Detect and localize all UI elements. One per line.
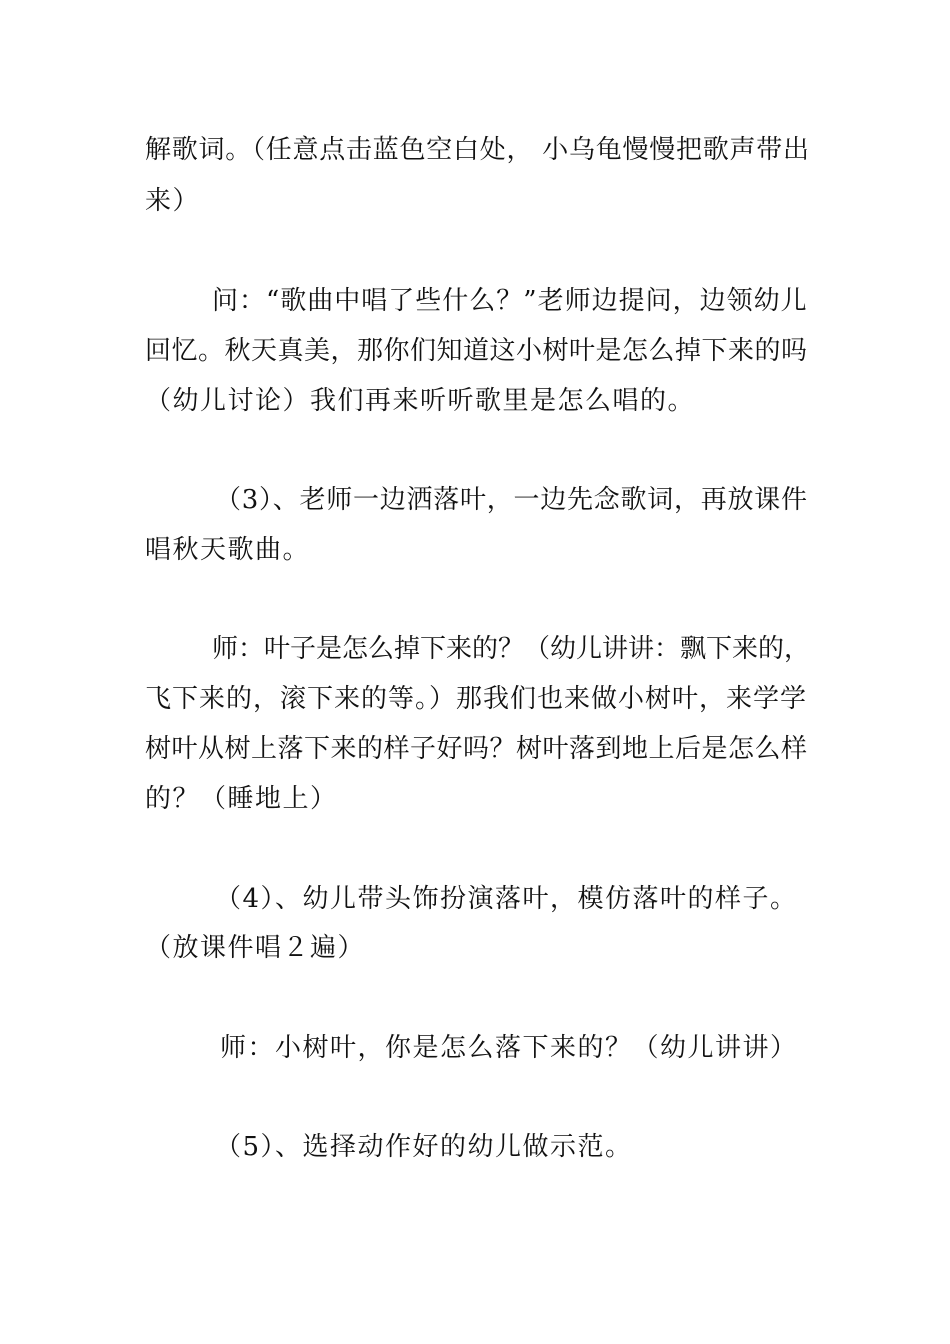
paragraph-4-line-4: 的？（睡地上） <box>145 784 338 814</box>
paragraph-2-line-2: 回忆。秋天真美，那你们知道这小树叶是怎么掉下来的吗 <box>145 336 808 366</box>
paragraph-1-line-2: 来） <box>145 186 201 216</box>
paragraph-3-line-1: （3）、老师一边洒落叶，一边先念歌词，再放课件 <box>215 485 808 515</box>
paragraph-5-line-2: （放课件唱２遍） <box>145 933 366 963</box>
paragraph-6-line-1: 师：小树叶，你是怎么落下来的？（幼儿讲讲） <box>220 1033 798 1063</box>
paragraph-4-line-1: 师：叶子是怎么掉下来的？（幼儿讲讲：飘下来的， <box>212 634 811 664</box>
paragraph-4-line-3: 树叶从树上落下来的样子好吗？树叶落到地上后是怎么样 <box>145 734 808 764</box>
paragraph-5-line-1: （4）、幼儿带头饰扮演落叶，模仿落叶的样子。 <box>215 884 798 914</box>
paragraph-4-line-2: 飞下来的，滚下来的等。）那我们也来做小树叶，来学学 <box>145 684 808 714</box>
paragraph-7-line-1: （5）、选择动作好的幼儿做示范。 <box>215 1132 633 1162</box>
paragraph-2-line-3: （幼儿讨论）我们再来听听歌里是怎么唱的。 <box>145 386 696 416</box>
paragraph-3-line-2: 唱秋天歌曲。 <box>145 535 311 565</box>
paragraph-1-line-1: 解歌词。（任意点击蓝色空白处， 小乌龟慢慢把歌声带出 <box>145 135 810 165</box>
paragraph-2-line-1: 问：“歌曲中唱了些什么？”老师边提问，边领幼儿 <box>212 286 808 316</box>
